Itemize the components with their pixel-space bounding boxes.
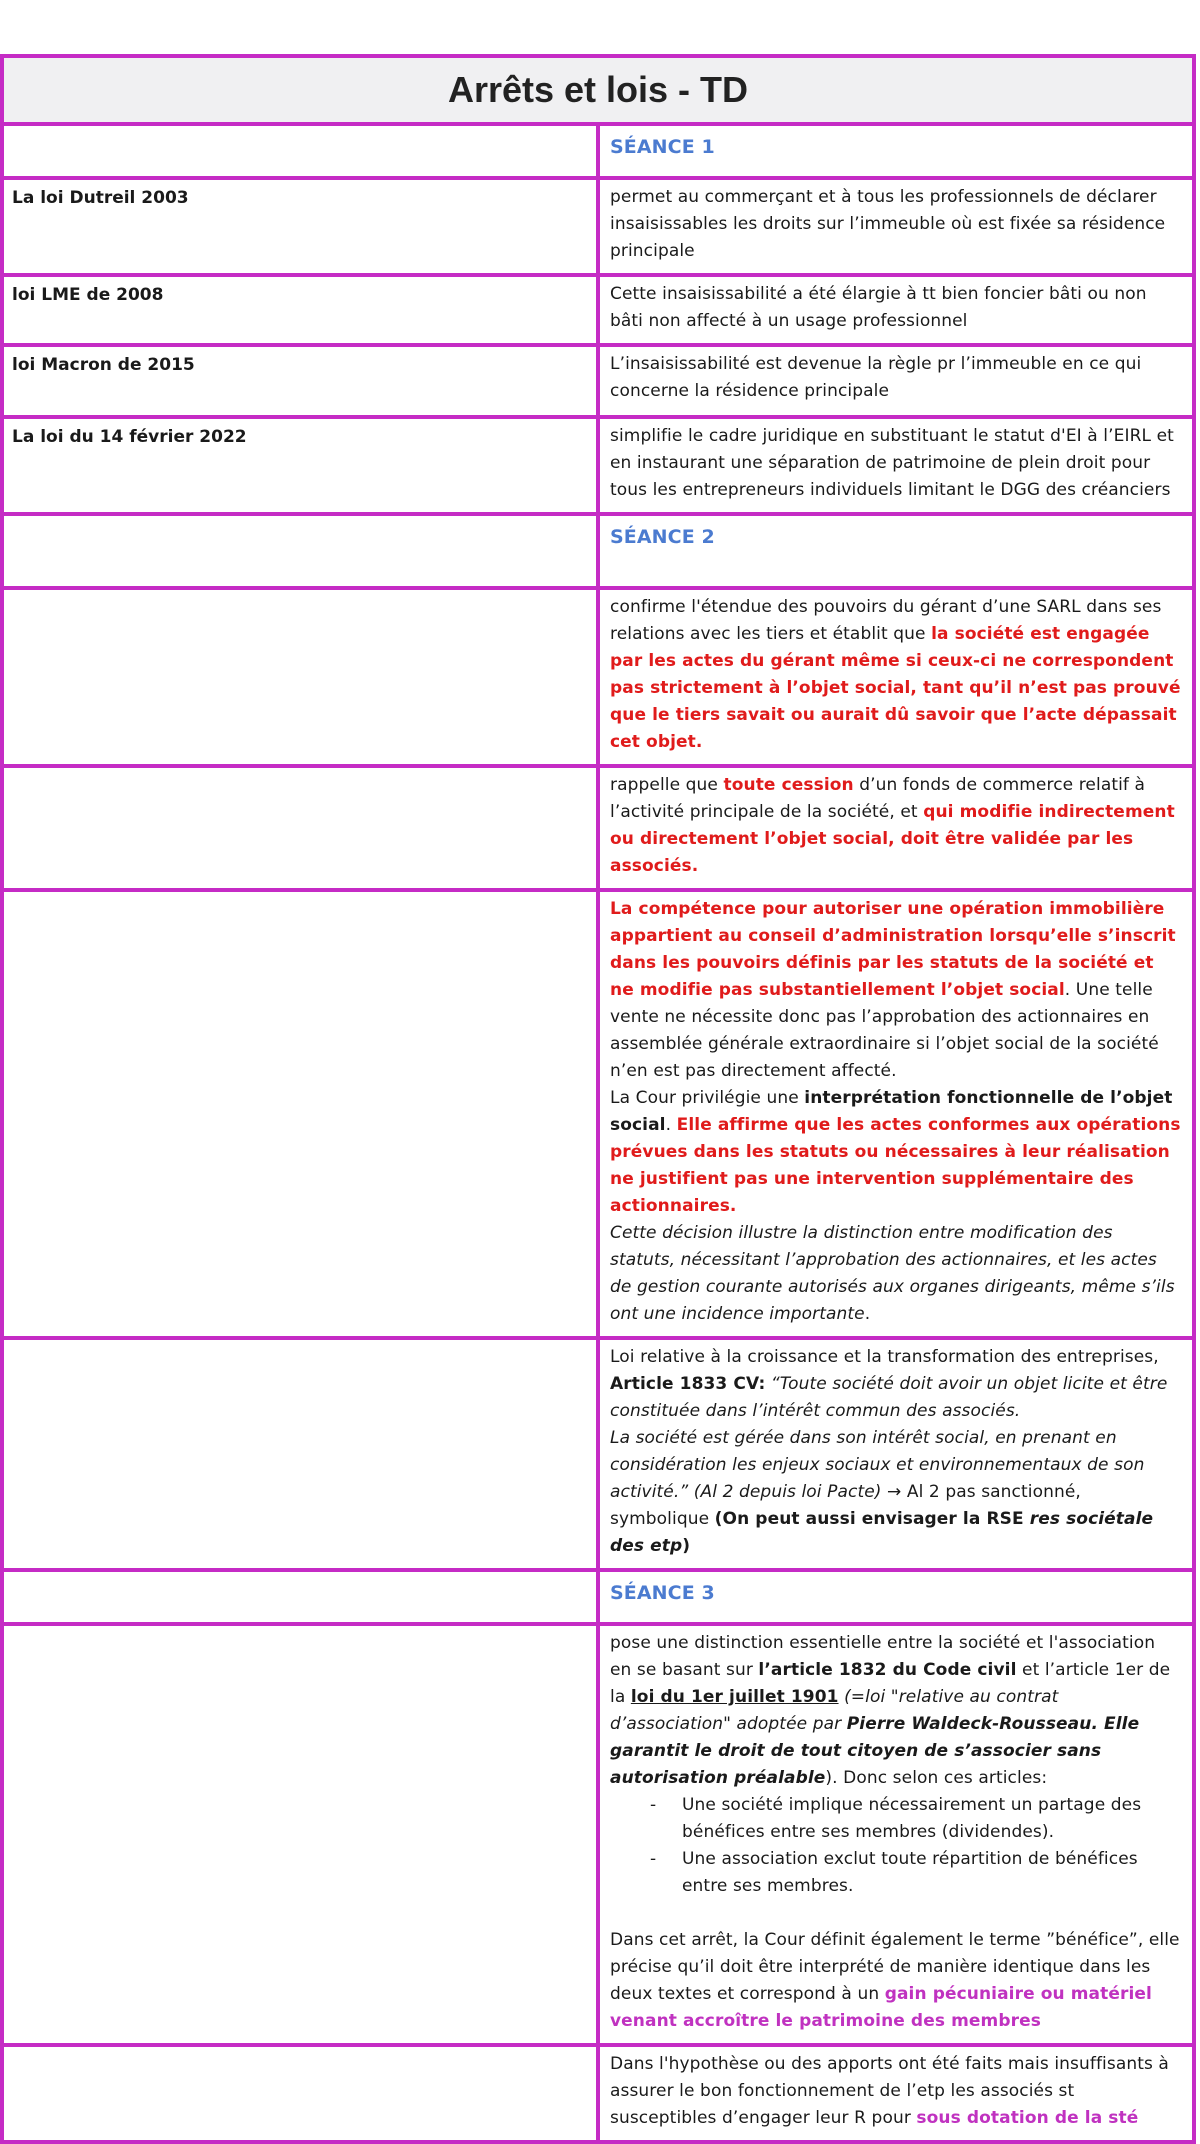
empty-cell <box>2 766 598 890</box>
text-run: et l’article 1er de la <box>610 1660 1171 1707</box>
law-description: simplifie le cadre juridique en substituant le statut d'EI à l’EIRL et en instaurant une séparation de patrimoine de plein droit pour tous les entrepreneurs individuels limitant le DGG des créanciers <box>598 417 1194 514</box>
bold-text: (On peut aussi envisager la RSE <box>714 1509 1030 1529</box>
ruling-societe-association <box>598 1624 1194 2045</box>
law-description: Cette insaisissabilité a été élargie à tt bien foncier bâti ou non bâti non affecté à un usage professionnel <box>598 275 1194 345</box>
loi-pacte-article-1833 <box>598 1338 1194 1570</box>
highlight-magenta: sous dotation de la sté <box>916 2108 1139 2128</box>
text-run: Dans cet arrêt, la Cour définit également le terme ”bénéfice”, elle précise qu’il doit être interprété de manière identique dans les deux textes et correspond à un <box>610 1930 1180 2004</box>
bold-italic-text: Pierre Waldeck-Rousseau <box>846 1714 1092 1734</box>
bold-italic-text: . Elle garantit le droit de tout citoyen de s’associer sans autorisation préalable <box>610 1714 1140 1788</box>
empty-cell <box>2 2045 598 2142</box>
highlight-red: qui modifie indirectement ou directement l’objet social, doit être validée par les associés. <box>610 802 1175 876</box>
bold-text: l’article 1832 du Code civil <box>758 1660 1017 1680</box>
text-run: rappelle que <box>610 775 724 795</box>
italic-text: Cette décision illustre la distinction entre modification des statuts, nécessitant l’approbation des actionnaires, et les actes de gestion courante autorisés aux organes dirigeants, même s’ils ont une incidence importante <box>610 1223 1175 1324</box>
highlight-red: La compétence pour autoriser une opération immobilière appartient au conseil d’administration lorsqu’elle s’inscrit dans les pouvoirs définis par les statuts de la société et ne modifie pas substantiellement l’objet social <box>610 899 1176 1000</box>
highlight-red: la société est engagée par les actes du gérant même si ceux-ci ne correspondent pas strictement à l’objet social, tant qu’il n’est pas prouvé que le tiers savait ou aurait dû savoir que l’acte dépassait cet objet. <box>610 624 1181 752</box>
empty-cell <box>2 588 598 766</box>
text-run: . <box>864 1304 871 1324</box>
table-row <box>2 1624 1194 2045</box>
empty-cell <box>2 514 598 588</box>
seance-3-heading: SÉANCE 3 <box>598 1570 1194 1624</box>
law-name: La loi du 14 février 2022 <box>2 417 598 514</box>
table-row <box>2 588 1194 766</box>
italic-text: “Toute société doit avoir un objet licite et être constituée dans l’intérêt commun des associés. <box>610 1374 1168 1421</box>
text-run: → Al 2 pas sanctionné, symbolique <box>610 1482 1081 1529</box>
text-run: Dans l'hypothèse ou des apports ont été faits mais insuffisants à assurer le bon fonctionnement de l’etp les associés st susceptibles d’engager leur R pour <box>610 2054 1169 2128</box>
law-name: loi Macron de 2015 <box>2 345 598 417</box>
bold-text: ) <box>682 1536 691 1556</box>
table-row <box>2 275 1194 345</box>
bold-text: interprétation fonctionnelle de l’objet social <box>610 1088 1173 1135</box>
text-run: . <box>665 1115 677 1135</box>
law-name: loi LME de 2008 <box>2 275 598 345</box>
law-description: L’insaisissabilité est devenue la règle pr l’immeuble en ce qui concerne la résidence principale <box>598 345 1194 417</box>
table-row <box>2 890 1194 1338</box>
list-item: - Une société implique nécessairement un partage des bénéfices entre ses membres (dividendes). <box>650 1792 1182 1846</box>
dash-list <box>610 1792 1182 1900</box>
seance-1-heading: SÉANCE 1 <box>598 124 1194 178</box>
italic-text: (=loi "relative au contrat d’association" adoptée par <box>610 1687 1059 1734</box>
empty-cell <box>2 124 598 178</box>
table-row <box>2 178 1194 275</box>
empty-cell <box>2 1624 598 2045</box>
table-row <box>2 2045 1194 2142</box>
highlight-magenta: gain pécuniaire ou matériel venant accroître le patrimoine des membres <box>610 1984 1152 2031</box>
table-row <box>2 345 1194 417</box>
seance-2-heading: SÉANCE 2 <box>598 514 1194 588</box>
empty-cell <box>2 1338 598 1570</box>
highlight-red: Elle affirme que les actes conformes aux opérations prévues dans les statuts ou nécessaires à leur réalisation ne justifient pas une intervention supplémentaire des actionnaires. <box>610 1115 1181 1216</box>
underlined-bold-text: loi du 1er juillet 1901 <box>630 1687 839 1707</box>
law-description: permet au commerçant et à tous les professionnels de déclarer insaisissables les droits sur l’immeuble où est fixée sa résidence principale <box>598 178 1194 275</box>
law-name: La loi Dutreil 2003 <box>2 178 598 275</box>
table-row <box>2 1338 1194 1570</box>
ruling-sous-dotation <box>598 2045 1194 2142</box>
text-run: Loi relative à la croissance et la transformation des entreprises, <box>610 1347 1159 1367</box>
text-run: pose une distinction essentielle entre la société et l'association en se basant sur <box>610 1633 1156 1680</box>
page-title: Arrêts et lois - TD <box>2 56 1194 124</box>
ruling-cession-fonds <box>598 766 1194 890</box>
table-row <box>2 766 1194 890</box>
list-item: - Une association exclut toute répartition de bénéfices entre ses membres. <box>650 1846 1182 1900</box>
bold-text: Article 1833 CV: <box>610 1374 766 1394</box>
ruling-operation-immobiliere <box>598 890 1194 1338</box>
text-run: confirme l'étendue des pouvoirs du gérant d’une SARL dans ses relations avec les tiers et établit que <box>610 597 1162 644</box>
text-run: . Une telle vente ne nécessite donc pas l’approbation des actionnaires en assemblée générale extraordinaire si l’objet social de la société n’en est pas directement affecté. <box>610 980 1159 1081</box>
table-row <box>2 417 1194 514</box>
bold-italic-text: res sociétale des etp <box>610 1509 1154 1556</box>
highlight-red: toute cession <box>723 775 854 795</box>
document-table <box>0 54 1196 2144</box>
ruling-sarl-gerant <box>598 588 1194 766</box>
text-run: ). Donc selon ces articles: <box>825 1768 1048 1788</box>
empty-cell <box>2 890 598 1338</box>
text-run: d’un fonds de commerce relatif à l’activité principale de la société, et <box>610 775 1146 822</box>
italic-text: La société est gérée dans son intérêt social, en prenant en considération les enjeux sociaux et environnementaux de son activité.” (Al 2 depuis loi Pacte) <box>610 1428 1145 1502</box>
text-run: La Cour privilégie une <box>610 1088 805 1108</box>
empty-cell <box>2 1570 598 1624</box>
